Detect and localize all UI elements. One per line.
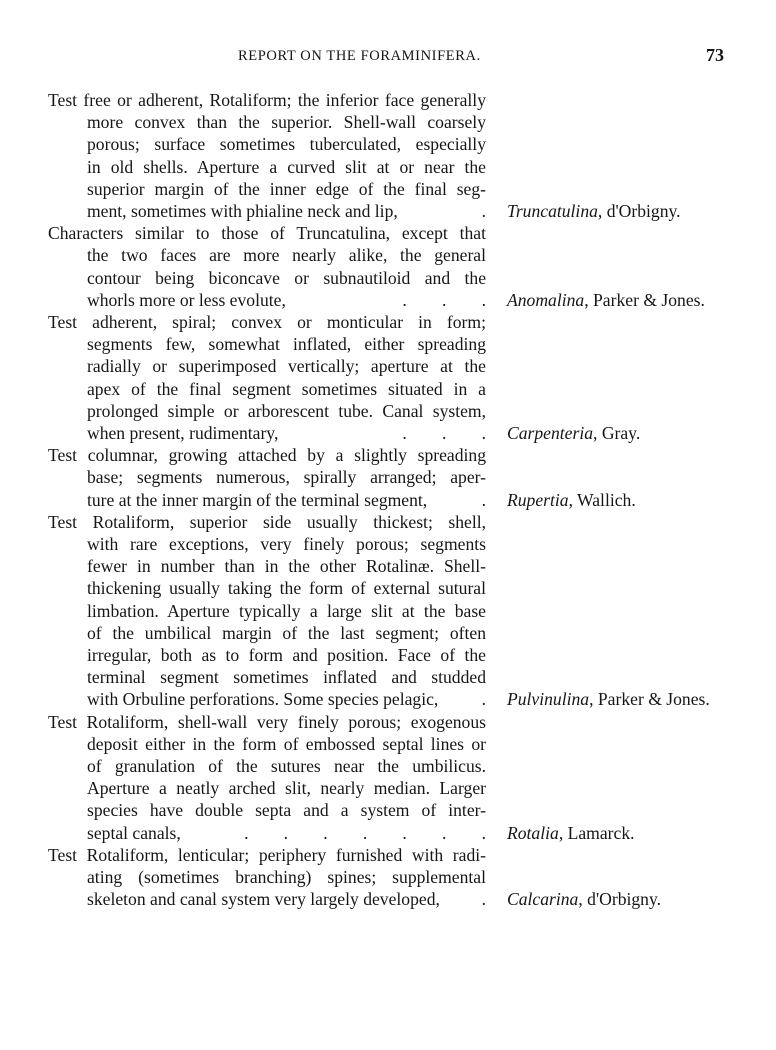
dot-leader: . [481, 689, 486, 710]
genus-label: Anomalina [507, 289, 585, 310]
entry-line: contour being biconcave or subnautiloid and the [87, 267, 486, 288]
entry-line: whorls more or less evolute, [87, 289, 286, 310]
entry-first-line: Test free or adherent, Rotaliform; the inferior face generally [48, 90, 486, 110]
entry-line: Aperture a neatly arched slit, nearly median. Larger [87, 778, 486, 799]
genus-label: Rotalia [507, 822, 559, 843]
genus-authority: , Wallich. [568, 489, 636, 510]
entry-line: superior margin of the inner edge of the final seg- [87, 178, 486, 199]
entry-line: porous; surface sometimes tuberculated, especially [87, 134, 486, 155]
genus-label: Carpenteria [507, 423, 594, 443]
genus-authority: , Parker & Jones. [589, 689, 710, 710]
genus-label: Rupertia [507, 489, 569, 510]
genus-name [507, 822, 635, 844]
entry-line: base; segments numerous, spirally arranged; aper- [87, 467, 486, 488]
entry-line: skeleton and canal system very largely developed, [87, 889, 440, 910]
entry-line: thickening usually taking the form of external sutural [87, 578, 486, 599]
entry-line: in old shells. Aperture a curved slit at or near the [87, 156, 486, 177]
genus-name [507, 289, 705, 311]
entry-first-line: Test adherent, spiral; convex or monticular in form; [48, 312, 486, 332]
dot-leader: . [481, 489, 486, 510]
entry-line: when present, rudimentary, [87, 423, 279, 443]
genus-label: Calcarina [507, 889, 579, 910]
entry-line: ating (sometimes branching) spines; supplemental [87, 867, 486, 887]
entry-line: prolonged simple or arborescent tube. Canal system, [87, 400, 486, 421]
entry-line: the two faces are more nearly alike, the general [87, 245, 486, 266]
genus-name [507, 489, 636, 511]
entry-line: irregular, both as to form and position. Face of the [87, 645, 486, 665]
entry-first-line: Test Rotaliform, shell-wall very finely porous; exogenous [48, 711, 486, 732]
entry-line: septal canals, [87, 822, 181, 843]
entry-line: terminal segment sometimes inflated and studded [87, 667, 486, 688]
dot-leader: . [481, 201, 486, 221]
entry-line: deposit either in the form of embossed septal lines or [87, 733, 486, 754]
entry-line: more convex than the superior. Shell-wall coarsely [87, 112, 486, 133]
entry-line: ture at the inner margin of the terminal segment, [87, 489, 428, 510]
entry-line: with rare exceptions, very finely porous; segments [87, 534, 486, 554]
genus-label: Truncatulina [507, 201, 598, 221]
entry-first-line: Test Rotaliform, superior side usually thickest; shell, [48, 511, 486, 532]
running-head: REPORT ON THE FORAMINIFERA. [238, 48, 481, 64]
genus-name [507, 200, 681, 222]
genus-authority: , Parker & Jones. [584, 289, 705, 310]
entry-line: species have double septa and a system of inter- [87, 800, 486, 821]
entry-line: fewer in number than in the other Rotalinæ. Shell- [87, 556, 486, 577]
entry-line: ment, sometimes with phialine neck and lip, [87, 201, 398, 221]
entry-first-line: Test Rotaliform, lenticular; periphery furnished with radi- [48, 844, 486, 865]
genus-authority: , Lamarck. [558, 822, 635, 843]
entry-line: of granulation of the sutures near the umbilicus. [87, 756, 486, 776]
genus-authority: , Gray. [593, 423, 641, 443]
genus-label: Pulvinulina [507, 689, 590, 710]
genus-name [507, 888, 661, 910]
genus-name [507, 422, 640, 444]
genus-authority: , d'Orbigny. [578, 889, 662, 910]
dot-leader: . . . [402, 289, 486, 310]
entry-line: apex of the final segment sometimes situated in a [87, 378, 486, 399]
dot-leader: . . . [402, 423, 486, 443]
entry-first-line: Characters similar to those of Truncatulina, except that [48, 223, 486, 244]
entry-line: of the umbilical margin of the last segment; often [87, 622, 486, 643]
dot-leader: . . . . . . . [244, 822, 486, 843]
genus-name [507, 688, 710, 710]
entry-first-line: Test columnar, growing attached by a slightly spreading [48, 445, 486, 466]
genus-authority: , d'Orbigny. [597, 201, 681, 221]
entry-line: segments few, somewhat inflated, either spreading [87, 334, 486, 355]
entry-line: limbation. Aperture typically a large slit at the base [87, 600, 486, 621]
entry-line: with Orbuline perforations. Some species pelagic, [87, 689, 439, 710]
entry-line: radially or superimposed vertically; aperture at the [87, 356, 486, 377]
page-number: 73 [706, 45, 724, 65]
dot-leader: . [481, 889, 486, 910]
